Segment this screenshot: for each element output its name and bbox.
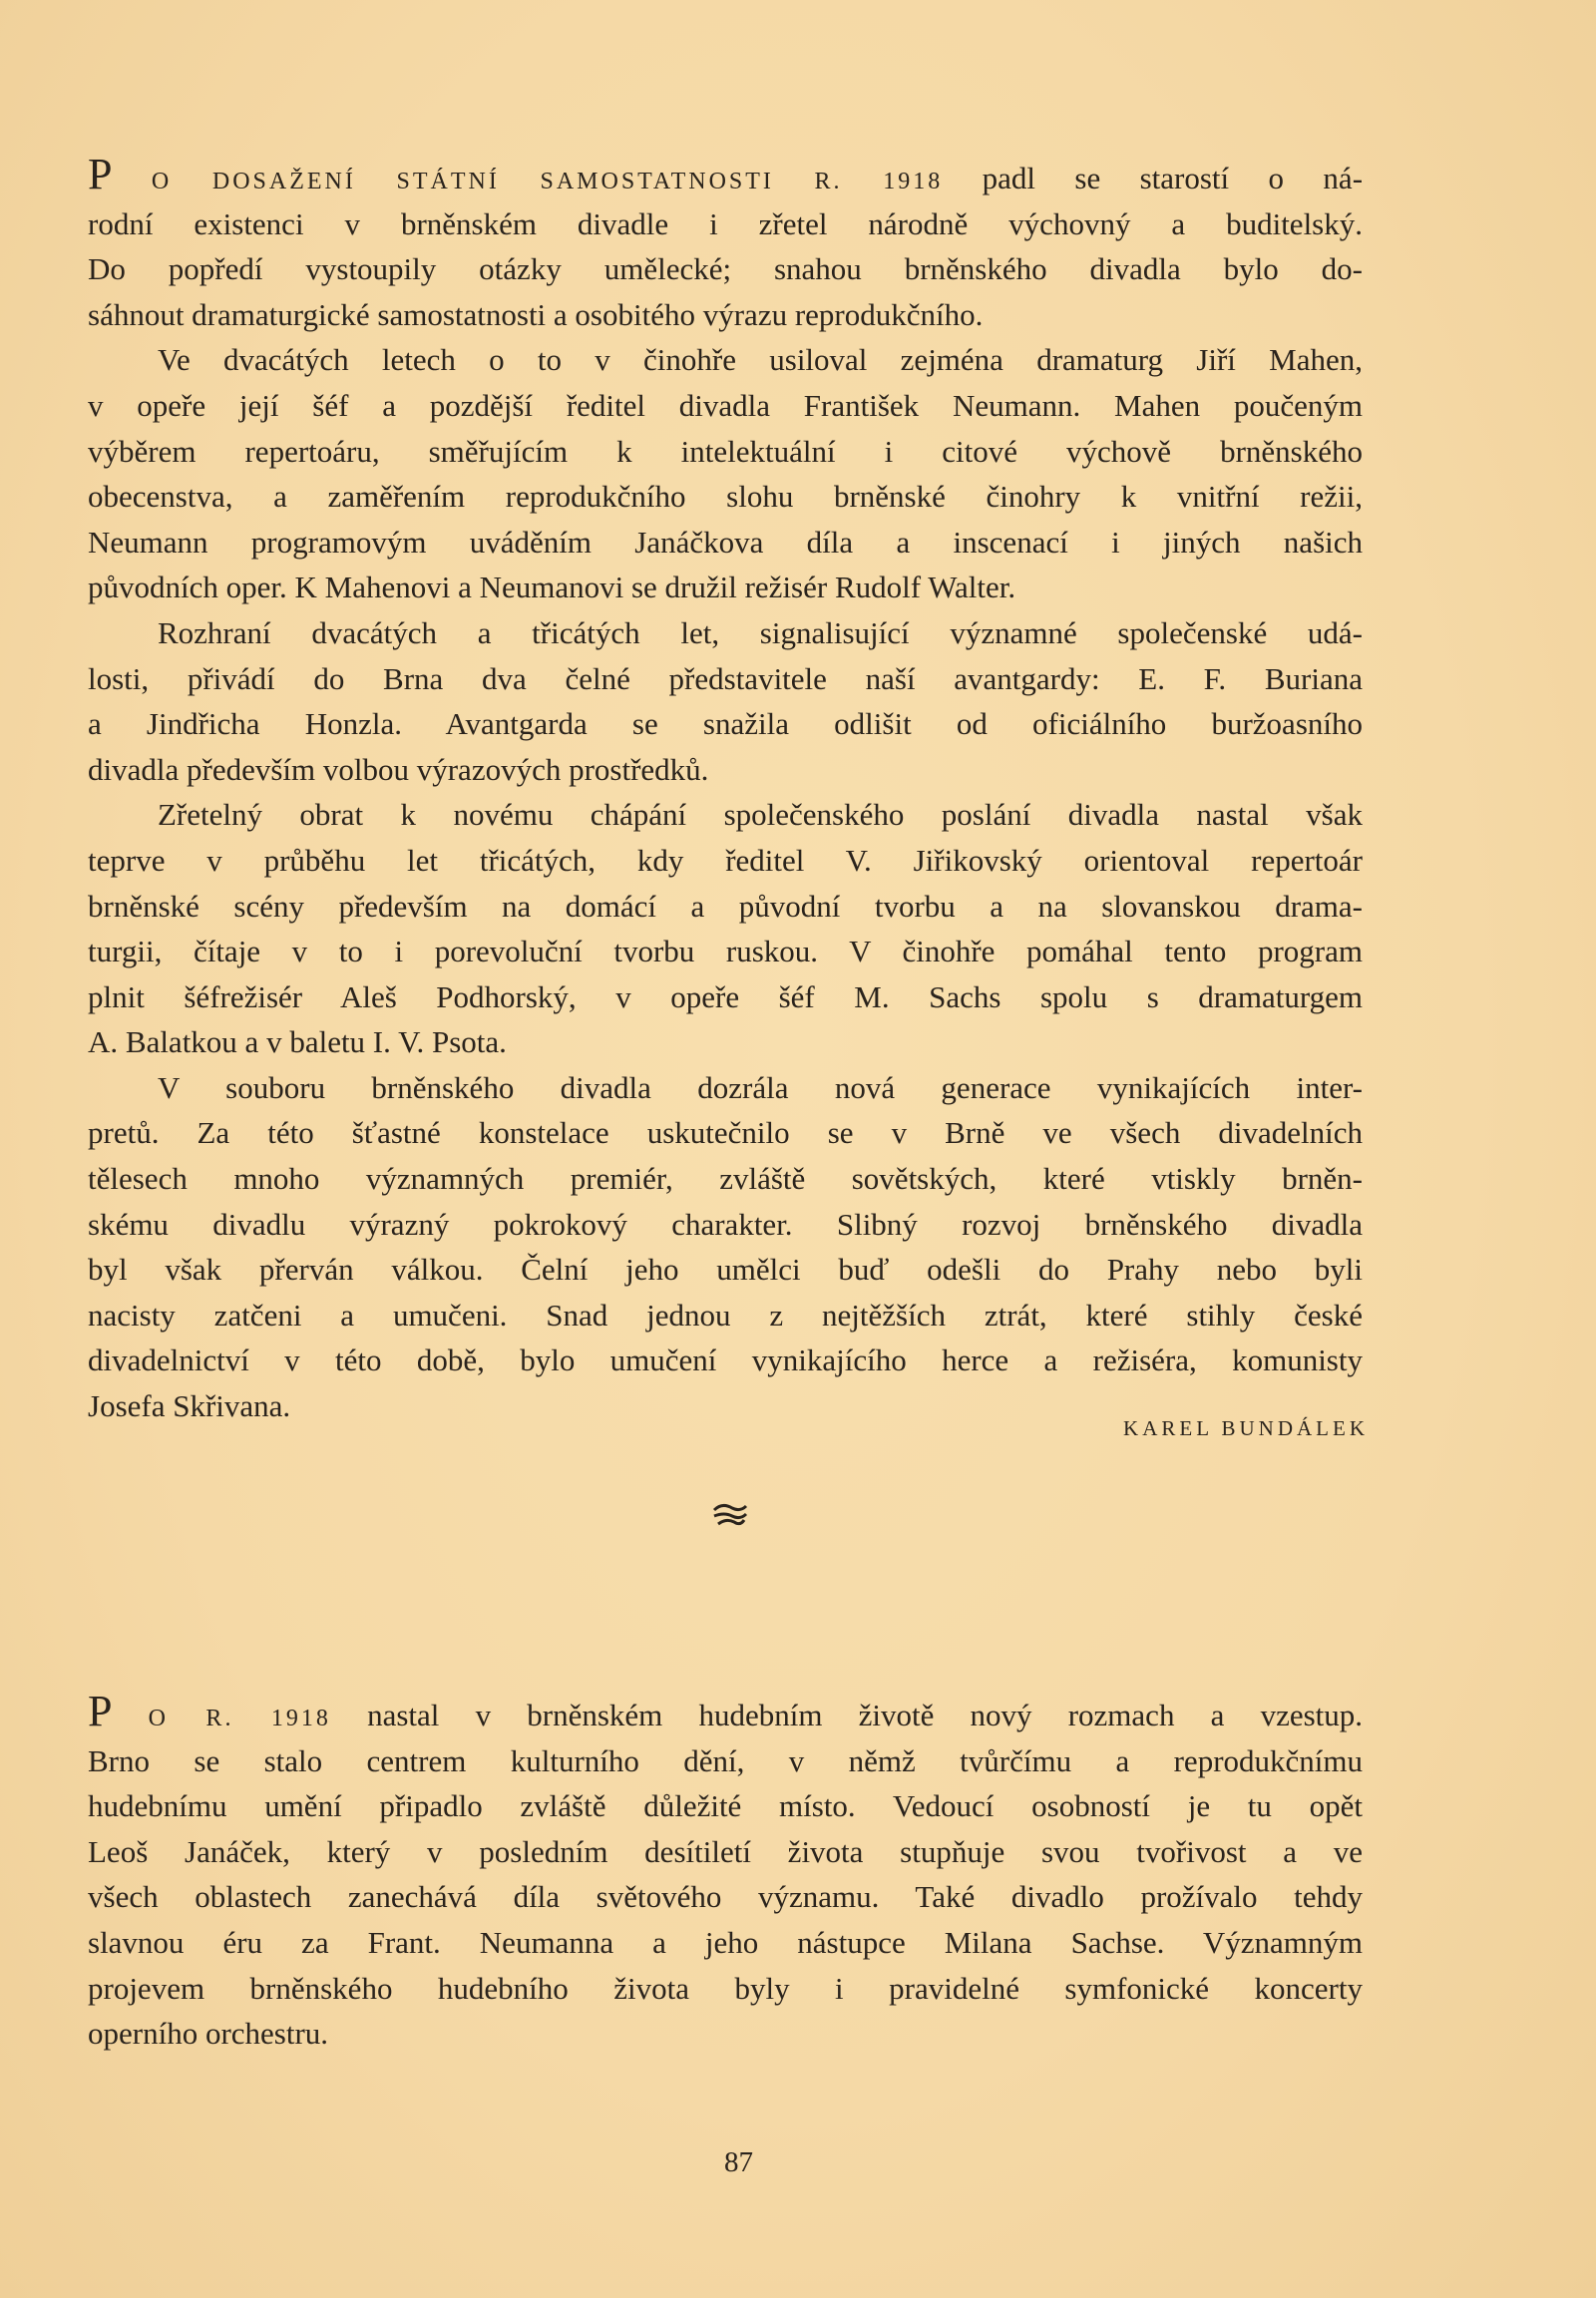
- article-music: [88, 1687, 1364, 2057]
- dropcap: P: [88, 1687, 113, 1735]
- author-signature: KAREL BUNDÁLEK: [1123, 1416, 1369, 1440]
- text-line: a Jindřicha Honzla. Avantgarda se snažila odlišit od oficiálního buržoasního: [88, 706, 1363, 742]
- text-line: plnit šéfrežisér Aleš Podhorský, v opeře šéf M. Sachs spolu s dramaturgem: [88, 978, 1363, 1014]
- text-line: divadelnictví v této době, bylo umučení vynikajícího herce a režiséra, komunisty: [88, 1342, 1363, 1378]
- text-line: teprve v průběhu let třicátých, kdy ředitel V. Jiřikovský orientoval repertoár: [88, 842, 1363, 878]
- text-line: V souboru brněnského divadla dozrála nová generace vynikajících inter-: [158, 1069, 1363, 1105]
- text-line: výběrem repertoáru, směřujícím k intelektuální i citové výchově brněnského: [88, 433, 1363, 469]
- text-line: slavnou éru za Frant. Neumanna a jeho nástupce Milana Sachse. Významným: [88, 1924, 1363, 1960]
- text-line: pretů. Za této šťastné konstelace uskutečnilo se v Brně ve všech divadelních: [88, 1115, 1363, 1151]
- text-line: Josefa Skřivana.: [88, 1388, 291, 1424]
- paragraph: [88, 1065, 1363, 1429]
- text-line: nacisty zatčeni a umučeni. Snad jednou z nejtěžších ztrát, které stihly české: [88, 1297, 1363, 1333]
- text-line: divadla především volbou výrazových prostředků.: [88, 751, 709, 787]
- text-line: rodní existenci v brněnském divadle i zřetel národně výchovný a buditelský.: [88, 205, 1363, 241]
- text-line: Zřetelný obrat k novému chápání společenského poslání divadla nastal však: [158, 797, 1363, 833]
- line-rest: nastal v brněnském hudebním životě nový rozmach a vzestup.: [367, 1698, 1364, 1732]
- text-line: obecenstva, a zaměřením reprodukčního slohu brněnské činohry k vnitřní režii,: [88, 479, 1363, 515]
- text-line: Ve dvacátých letech o to v činohře usiloval zejména dramaturg Jiří Mahen,: [158, 342, 1363, 378]
- text-line: Leoš Janáček, který v posledním desítiletí života stupňuje svou tvořivost a ve: [88, 1833, 1363, 1869]
- paragraph: [88, 337, 1363, 610]
- paragraph: [88, 1687, 1364, 2057]
- text-line: Brno se stalo centrem kulturního dění, v němž tvůrčímu a reprodukčnímu: [88, 1742, 1363, 1778]
- text-line: Neumann programovým uváděním Janáčkova díla a inscenací i jiných našich: [88, 524, 1363, 560]
- page-number: 87: [724, 2146, 753, 2178]
- text-line: v opeře její šéf a pozdější ředitel divadla František Neumann. Mahen poučeným: [88, 387, 1363, 423]
- text-line: operního orchestru.: [88, 2016, 329, 2052]
- line-rest: padl se starostí o ná-: [982, 161, 1364, 195]
- text-line: skému divadlu výrazný pokrokový charakter. Slibný rozvoj brněnského divadla: [88, 1206, 1363, 1242]
- ornament-divider-icon: [710, 1500, 750, 1530]
- text-line: všech oblastech zanechává díla světového významu. Také divadlo prožívalo tehdy: [88, 1879, 1363, 1915]
- text-line: losti, přivádí do Brna dva čelné představitele naší avantgardy: E. F. Buriana: [88, 660, 1363, 696]
- paragraph: [88, 610, 1363, 792]
- article-theatre: [88, 150, 1364, 1429]
- text-line: hudebnímu umění připadlo zvláště důležité místo. Vedoucí osobností je tu opět: [88, 1788, 1363, 1824]
- text-line: [88, 150, 1364, 201]
- text-line: tělesech mnoho významných premiér, zvláště sovětských, které vtiskly brněn-: [88, 1161, 1363, 1197]
- paragraph: [88, 150, 1364, 337]
- dropcap: P: [88, 150, 113, 198]
- text-line: brněnské scény především na domácí a původní tvorbu a na slovanskou drama-: [88, 888, 1363, 924]
- text-line: původních oper. K Mahenovi a Neumanovi se družil režisér Rudolf Walter.: [88, 570, 1016, 605]
- smallcaps-lead: O DOSAŽENÍ STÁTNÍ SAMOSTATNOSTI R. 1918: [151, 169, 944, 194]
- smallcaps-lead: O R. 1918: [148, 1706, 331, 1731]
- text-line: byl však přerván válkou. Čelní jeho umělci buď odešli do Prahy nebo byli: [88, 1252, 1363, 1288]
- text-line: turgii, čítaje v to i porevoluční tvorbu ruskou. V činohře pomáhal tento program: [88, 934, 1363, 969]
- text-line: Rozhraní dvacátých a třicátých let, signalisující významné společenské udá-: [158, 614, 1363, 650]
- text-line: [88, 1687, 1364, 1738]
- text-line: sáhnout dramaturgické samostatnosti a osobitého výrazu reprodukčního.: [88, 296, 984, 332]
- text-line: projevem brněnského hudebního života byly i pravidelné symfonické koncerty: [88, 1970, 1363, 2006]
- text-line: A. Balatkou a v baletu I. V. Psota.: [88, 1024, 507, 1060]
- text-line: Do popředí vystoupily otázky umělecké; snahou brněnského divadla bylo do-: [88, 251, 1363, 287]
- paragraph: [88, 792, 1363, 1065]
